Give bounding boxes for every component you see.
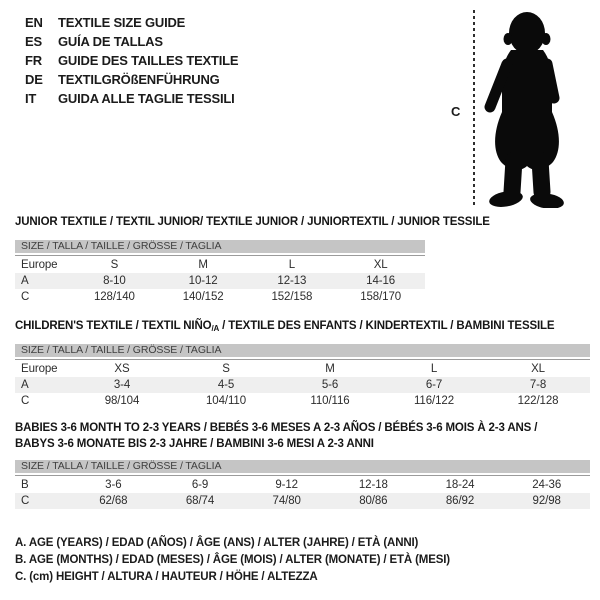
- table-cell: 3-4: [113, 379, 131, 391]
- table-cell: 80/86: [359, 495, 388, 507]
- table-cell: 98/104: [104, 395, 140, 407]
- footnote-a: A. AGE (YEARS) / EDAD (AÑOS) / ÂGE (ANS) / ALTER (JAHRE) / ETÀ (ANNI): [15, 537, 419, 549]
- row-label: C: [21, 395, 30, 407]
- table-cell: 104/110: [205, 395, 247, 407]
- column-header-xl: XL: [531, 362, 545, 375]
- table-cell: 8-10: [103, 275, 126, 287]
- table-cell: 74/80: [272, 495, 301, 507]
- language-row-de: [25, 70, 238, 89]
- table-cell: 62/68: [99, 495, 128, 507]
- junior-size-table: [15, 255, 425, 305]
- language-row-en: [25, 13, 238, 32]
- babies-section-title: [15, 420, 537, 452]
- height-measure-dotted-line: [473, 10, 475, 206]
- table-cell: 86/92: [445, 495, 475, 507]
- table-cell: 24-36: [532, 478, 562, 491]
- table-cell: 140/152: [182, 291, 224, 303]
- table-cell: 12-13: [277, 275, 307, 287]
- toddler-silhouette-image: [481, 8, 573, 208]
- children-size-header-bar: SIZE / TALLA / TAILLE / GRÖSSE / TAGLIA: [15, 344, 590, 357]
- junior-section-title: JUNIOR TEXTILE / TEXTIL JUNIOR/ TEXTILE JUNIOR / JUNIORTEXTIL / JUNIOR TESSILE: [15, 216, 490, 228]
- junior-size-header-bar: SIZE / TALLA / TAILLE / GRÖSSE / TAGLIA: [15, 240, 425, 253]
- table-cell: 158/170: [360, 291, 402, 303]
- column-header-l: L: [288, 258, 296, 271]
- table-row-height: [15, 493, 590, 509]
- column-header-m: M: [325, 362, 335, 375]
- babies-title-line-1: BABIES 3-6 MONTH TO 2-3 YEARS / BEBÉS 3-6 MESES A 2-3 AÑOS / BÉBÉS 3-6 MOIS À 2-3 ANS /: [15, 422, 538, 434]
- table-cell: 5-6: [321, 379, 339, 391]
- table-row-age-months: [15, 475, 590, 493]
- language-title-list: [25, 13, 238, 108]
- children-size-table: [15, 359, 590, 409]
- language-row-es: [25, 32, 238, 51]
- guide-title-it: GUIDA ALLE TAGLIE TESSILI: [58, 91, 235, 106]
- guide-title-es: GUÍA DE TALLAS: [58, 34, 163, 49]
- footnote-c: C. (cm) HEIGHT / ALTURA / HAUTEUR / HÖHE / ALTEZZA: [15, 571, 318, 583]
- table-cell: 12-18: [358, 478, 388, 491]
- language-code: ES: [25, 34, 42, 49]
- table-cell: 116/122: [413, 395, 455, 407]
- row-label: C: [21, 291, 30, 303]
- babies-size-table: [15, 475, 590, 509]
- row-label: A: [21, 275, 29, 287]
- column-header-l: L: [430, 362, 438, 375]
- table-cell: 128/140: [93, 291, 135, 303]
- row-label: B: [21, 478, 29, 491]
- babies-size-header-bar: SIZE / TALLA / TAILLE / GRÖSSE / TAGLIA: [15, 460, 590, 473]
- column-header-s: S: [222, 362, 230, 375]
- table-cell: 110/116: [310, 395, 350, 407]
- babies-title-line-2: BABYS 3-6 MONATE BIS 2-3 JAHRE / BAMBINI 3-6 MESI A 2-3 ANNI: [15, 438, 374, 450]
- language-code: FR: [25, 53, 42, 68]
- row-label: A: [21, 379, 29, 391]
- legend-footnotes: [15, 535, 450, 586]
- table-cell: 68/74: [185, 495, 215, 507]
- language-code: DE: [25, 72, 43, 87]
- language-row-it: [25, 89, 238, 108]
- footnote-b: B. AGE (MONTHS) / EDAD (MESES) / ÂGE (MOIS) / ALTER (MONATE) / ETÀ (MESI): [15, 554, 450, 566]
- table-header-row: [15, 359, 590, 377]
- children-title-post: / TEXTILE DES ENFANTS / KINDERTEXTIL / BAMBINI TESSILE: [219, 320, 555, 332]
- table-cell: 10-12: [188, 275, 218, 287]
- table-cell: 92/98: [532, 495, 561, 507]
- column-header-xl: XL: [373, 258, 388, 271]
- column-header-m: M: [198, 258, 208, 271]
- table-cell: 6-7: [425, 379, 443, 391]
- guide-title-en: TEXTILE SIZE GUIDE: [58, 15, 186, 30]
- table-cell: 14-16: [366, 275, 396, 287]
- guide-title-fr: GUIDE DES TAILLES TEXTILE: [58, 53, 239, 68]
- table-cell: 4-5: [217, 379, 235, 391]
- table-cell: 152/158: [271, 291, 313, 303]
- children-title-subscript: /A: [211, 324, 220, 333]
- table-header-row: [15, 255, 425, 273]
- children-section-title: [15, 318, 554, 337]
- table-cell: 6-9: [191, 478, 209, 491]
- table-row-age: [15, 273, 425, 289]
- table-cell: 3-6: [105, 478, 122, 491]
- language-code: EN: [25, 15, 43, 30]
- column-header-europe: Europe: [21, 362, 58, 375]
- table-cell: 9-12: [275, 478, 298, 491]
- table-row-height: [15, 289, 425, 305]
- column-header-s: S: [110, 258, 119, 271]
- language-code: IT: [25, 91, 37, 106]
- children-title-pre: CHILDREN'S TEXTILE / TEXTIL NIÑO: [15, 320, 212, 332]
- table-cell: 18-24: [445, 478, 475, 491]
- table-cell: 122/128: [517, 395, 559, 407]
- language-row-fr: [25, 51, 238, 70]
- table-row-height: [15, 393, 590, 409]
- table-cell: 7-8: [529, 379, 547, 391]
- column-header-europe: Europe: [21, 258, 58, 271]
- guide-title-de: TEXTILGRÖßENFÜHRUNG: [58, 72, 220, 87]
- table-row-age: [15, 377, 590, 393]
- row-label: C: [21, 495, 30, 507]
- height-measure-label: C: [451, 104, 461, 119]
- column-header-xs: XS: [114, 362, 130, 375]
